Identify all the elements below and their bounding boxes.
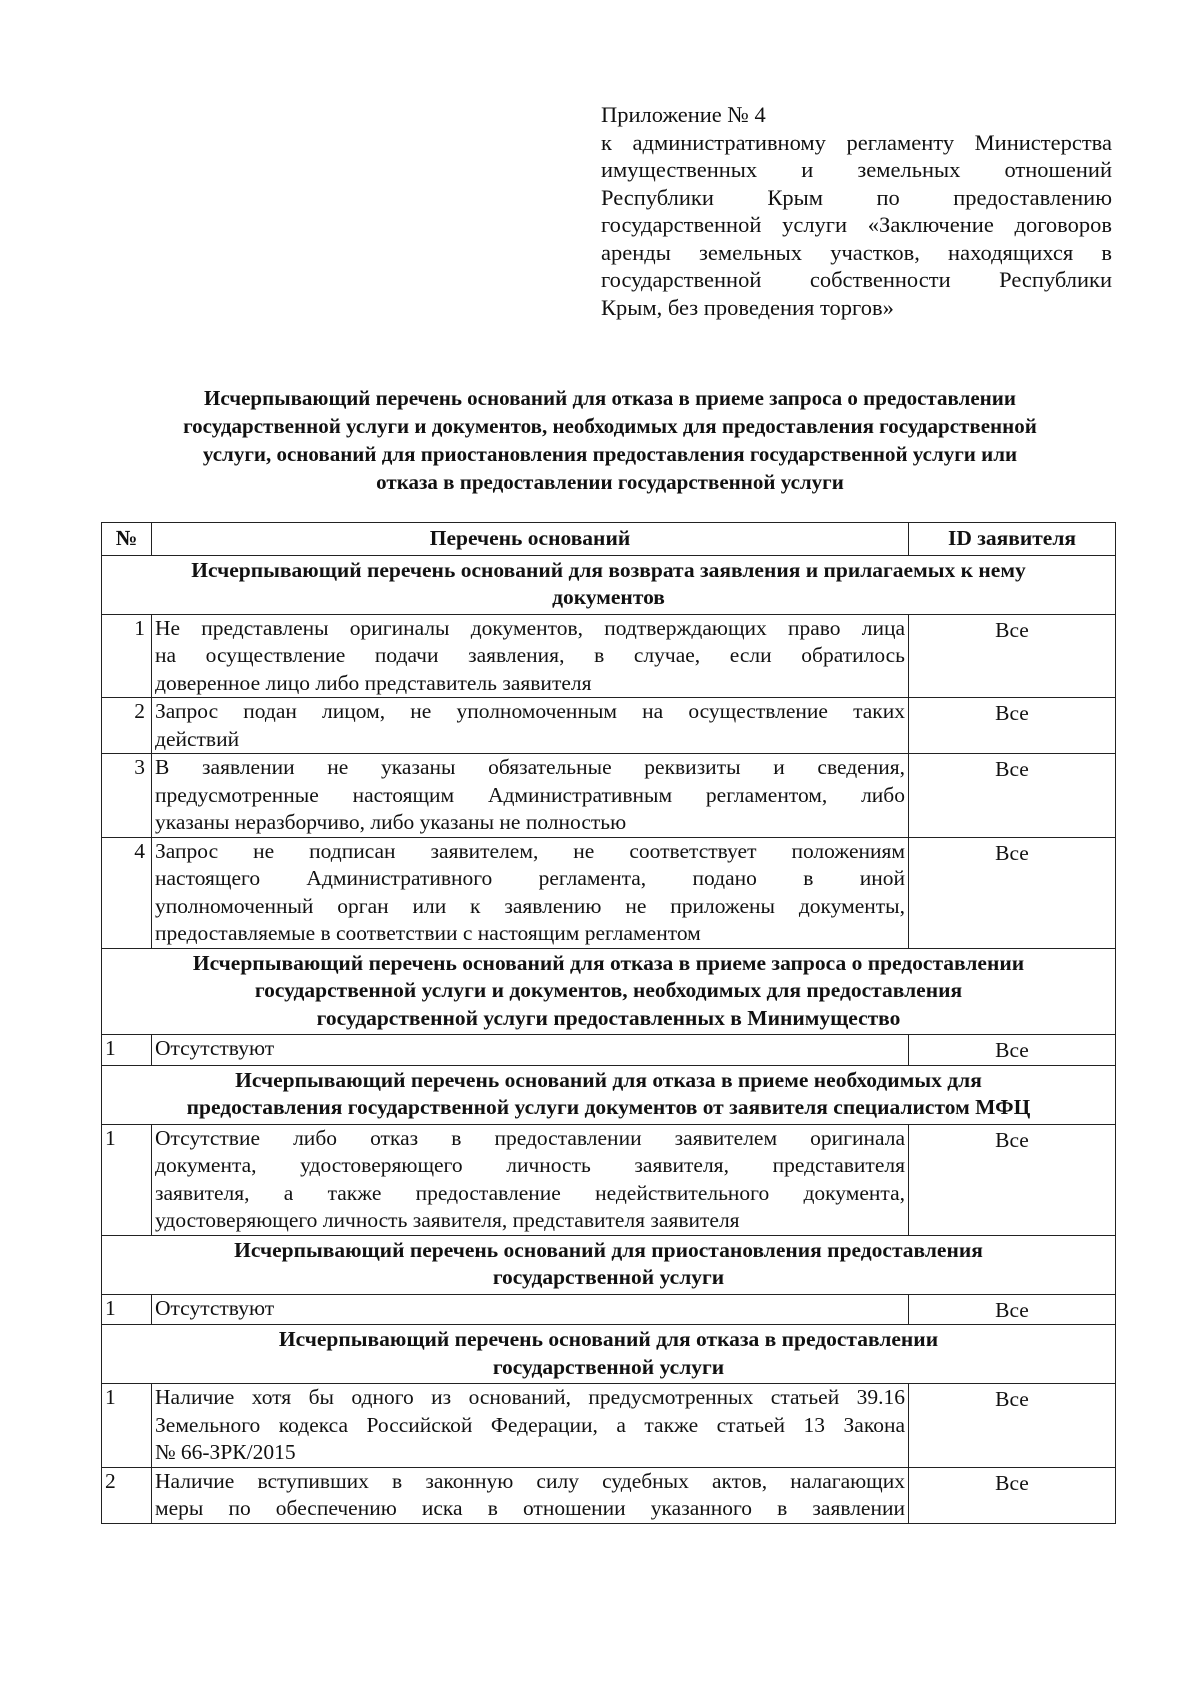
row-reason [152,1384,909,1468]
reason-line: доверенное лицо либо представитель заявителя [155,670,592,695]
row-applicant: Все [909,1384,1116,1468]
appendix-title: Приложение № 4 [601,102,766,127]
section-row [102,948,1116,1035]
table-row [102,1124,1116,1235]
section-title-line: документов [552,585,665,609]
section-title [102,948,1116,1035]
row-number: 1 [102,1294,152,1325]
table-row [102,837,1116,948]
row-applicant: Все [909,754,1116,838]
section-title-line: государственной услуги [492,1354,725,1379]
reason-line: Наличие вступивших в законную силу судебных актов, налагающих [155,1468,905,1493]
row-reason [152,1467,909,1523]
appendix-line: Республики Крым по предоставлению [601,184,1112,210]
reason-line: № 66-ЗРК/2015 [155,1440,296,1464]
row-applicant: Все [909,1035,1116,1066]
row-reason [152,698,909,754]
appendix-block [601,101,1112,321]
section-title [102,1065,1116,1124]
heading-line: государственной услуги и документов, необходимых для предоставления государственной [183,414,1037,438]
table-header-row [102,523,1116,556]
reason-line: действий [155,726,240,751]
section-title [102,555,1116,614]
table-row [102,754,1116,838]
row-number: 2 [102,698,152,754]
reason-line: Запрос подан лицом, не уполномоченным на осуществление таких [155,699,905,723]
section-title-line: Исчерпывающий перечень оснований для отказа в предоставлении [278,1327,939,1351]
reason-line: меры по обеспечению иска в отношении указанного в заявлении [155,1496,905,1520]
row-number: 1 [102,1384,152,1468]
row-number: 1 [102,614,152,698]
section-title-line: Исчерпывающий перечень оснований для отказа в приеме запроса о предоставлении [192,950,1025,975]
reason-line: настоящего Административного регламента, подано в иной [155,866,905,890]
appendix-line: имущественных и земельных отношений [601,157,1112,182]
appendix-line: государственной собственности Республики [601,267,1112,292]
appendix-line: аренды земельных участков, находящихся в [601,239,1112,265]
table-row [102,1467,1116,1523]
table-row [102,1384,1116,1468]
reason-line: указаны неразборчиво, либо указаны не полностью [155,810,627,834]
heading-line: отказа в предоставлении государственной услуги [376,470,844,494]
table-row [102,1294,1116,1325]
appendix-line: государственной услуги «Заключение договоров [601,212,1112,237]
reason-line: заявителя, а также предоставление недействительного документа, [155,1180,905,1205]
reason-line: документа, удостоверяющего личность заявителя, представителя [155,1153,905,1177]
row-number: 1 [102,1124,152,1235]
table-row [102,1035,1116,1066]
reason-line: Земельного кодекса Российской Федерации, а также статьей 13 Закона [155,1412,905,1437]
reason-line: уполномоченный орган или к заявлению не приложены документы, [155,893,905,918]
row-number: 2 [102,1467,152,1523]
reason-line: Наличие хотя бы одного из оснований, предусмотренных статьей 39.16 [155,1385,905,1409]
row-applicant: Все [909,1124,1116,1235]
section-title-line: Исчерпывающий перечень оснований для отказа в приеме необходимых для [235,1067,982,1092]
row-applicant: Все [909,1467,1116,1523]
heading-line: услуги, оснований для приостановления предоставления государственной услуги или [202,442,1018,466]
row-reason [152,1124,909,1235]
header-applicant: ID заявителя [909,523,1116,556]
reason-line: Отсутствуют [155,1036,275,1060]
section-title [102,1325,1116,1384]
reason-line: Отсутствие либо отказ в предоставлении заявителем оригинала [155,1125,905,1150]
row-number: 4 [102,837,152,948]
section-title-line: Исчерпывающий перечень оснований для приостановления предоставления [234,1237,983,1262]
section-title-line: предоставления государственной услуги документов от заявителя специалистом МФЦ [186,1095,1031,1119]
section-title-line: государственной услуги и документов, необходимых для предоставления [254,978,963,1002]
section-title-line: государственной услуги [492,1265,725,1289]
row-number: 1 [102,1035,152,1066]
table-row [102,698,1116,754]
row-reason [152,1035,909,1066]
reason-line: В заявлении не указаны обязательные реквизиты и сведения, [155,755,905,779]
reason-line: удостоверяющего личность заявителя, представителя заявителя [155,1208,740,1232]
row-number: 3 [102,754,152,838]
row-applicant: Все [909,1294,1116,1325]
row-applicant: Все [909,614,1116,698]
header-num: № [102,523,152,556]
row-reason [152,754,909,838]
section-title-line: Исчерпывающий перечень оснований для возврата заявления и прилагаемых к нему [191,557,1026,582]
reasons-table [101,522,1116,1524]
row-reason [152,614,909,698]
reason-line: предоставляемые в соответствии с настоящим регламентом [155,921,701,945]
reason-line: на осуществление подачи заявления, в случае, если обратилось [155,643,905,667]
appendix-line: Крым, без проведения торгов» [601,294,894,320]
reason-line: Запрос не подписан заявителем, не соответствует положениям [155,838,905,863]
section-row [102,1065,1116,1124]
reason-line: Не представлены оригиналы документов, подтверждающих право лица [155,615,905,640]
document-heading [100,384,1120,496]
row-applicant: Все [909,698,1116,754]
section-title-line: государственной услуги предоставленных в Минимущество [316,1005,901,1030]
table-row [102,614,1116,698]
section-title [102,1235,1116,1294]
row-reason [152,837,909,948]
section-row [102,1235,1116,1294]
reason-line: Отсутствуют [155,1295,275,1320]
row-reason [152,1294,909,1325]
reason-line: предусмотренные настоящим Административным регламентом, либо [155,782,905,807]
heading-line: Исчерпывающий перечень оснований для отказа в приеме запроса о предоставлении [204,386,1016,410]
header-reason: Перечень оснований [152,523,909,556]
section-row [102,1325,1116,1384]
section-row [102,555,1116,614]
row-applicant: Все [909,837,1116,948]
appendix-line: к административному регламенту Министерства [601,129,1112,155]
